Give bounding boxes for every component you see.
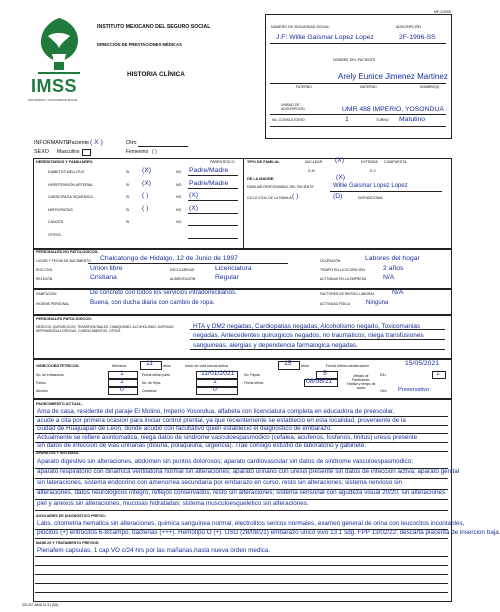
- informante-label: INFORMANTE:: [34, 140, 72, 146]
- hereditary-row-no: NO: [176, 182, 182, 187]
- text-line: acude a cita por primera ocasion para iniciar control prental, ya que recientemente se establecio en esta localidad, proveniente de la: [37, 416, 406, 424]
- hereditary-row-si: SI: [126, 195, 130, 199]
- ciclo-tail: DISFUNCIONAL: [358, 196, 384, 200]
- birth-value: Chalcatongo de Hidalgo, 12 de Junio de 1997: [100, 255, 238, 262]
- alimentacion-value: Regular: [215, 274, 239, 281]
- turno-value: Matutino: [399, 116, 426, 123]
- family-type-label: TIPO DE FAMILIA:: [247, 160, 280, 164]
- direction-name: DIRECCIÓN DE PRESTACIONES MÉDICAS: [97, 42, 182, 47]
- hereditary-row-si: SI: [126, 170, 130, 174]
- text-line: alteraciones, datos neurologicos integro, reflejos conservados, resto sin alteraciones; sistema sensorial con agudeza visual 20/20, sin alteraciones: [37, 489, 446, 497]
- ciclo-label: CICLO VITAL DE LA FAMILIA: [247, 196, 292, 200]
- pathological-line-1: HTA y DM2 negadas, Cardiopatias negadas, Alcoholismo negado, Toxicomanias: [193, 323, 421, 330]
- fecha-papa-value: 08/08/21: [306, 378, 333, 385]
- hereditary-row-mark[interactable]: (X): [142, 167, 152, 174]
- otro-label: Otro: [126, 140, 137, 146]
- ocupacion-value: Labores del hogar: [365, 255, 420, 262]
- hereditary-row-mark[interactable]: ( ): [142, 192, 149, 199]
- parentesco-underline: [188, 225, 238, 226]
- hereditary-row-label: CARDIOPATÍA ISQUÉMICA: [48, 195, 93, 199]
- hereditary-row-label: CÁNCER: [48, 220, 64, 224]
- menarca-label: Menarca: [112, 364, 126, 368]
- blank-ruled-line[interactable]: [35, 592, 448, 593]
- partos-value: 1: [120, 378, 124, 385]
- parentesco-underline: [188, 213, 238, 214]
- hereditary-row-no: NO: [176, 207, 182, 212]
- fum-value: 15/05/2021: [405, 360, 440, 367]
- paterno-label: PATERNO: [296, 85, 312, 89]
- hijos-value: 1: [213, 378, 217, 385]
- ciclo-mark-2[interactable]: (D): [333, 193, 343, 200]
- logo-tagline: SEGURIDAD Y SOLIDARIDAD SOCIAL: [28, 98, 78, 102]
- habitacion-value: De concreto con todos los servicios intradomiciliarios.: [90, 289, 237, 296]
- hereditary-row-parentesco[interactable]: Padre/Madre: [189, 167, 229, 174]
- papas-value: 5: [323, 370, 327, 377]
- hereditary-row-si: SI: [126, 182, 130, 187]
- partos-label: Partos: [36, 381, 46, 385]
- institution-name: INSTITUTO MEXICANO DEL SEGURO SOCIAL: [97, 24, 211, 30]
- adscripcion-value: 2F-1996-SS: [399, 34, 436, 41]
- hereditary-row-parentesco[interactable]: (X): [189, 204, 199, 212]
- escolaridad-label: ESCOLARIDAD: [170, 268, 195, 272]
- unit-value: UMR 488 IMPERIO, YOSONDUA: [342, 106, 444, 113]
- logo-text: IMSS: [31, 76, 78, 96]
- dui-value: 1: [436, 370, 440, 377]
- hereditary-row-si: SI: [126, 220, 130, 224]
- ruled-line: [35, 510, 448, 511]
- habitacion-label: HABITACIÓN: [36, 292, 57, 296]
- adscripcion-label: ADSCRIPCIÓN: [396, 25, 421, 29]
- masculino-checkbox[interactable]: [82, 149, 91, 156]
- embarazos-value: 1: [120, 370, 124, 377]
- paciente-label: Paciente: [68, 140, 89, 146]
- text-line: ciudad de Huajuapan de Leon, donde acudio con facultativo quien establecio el diagnostico de embarazo.: [37, 425, 333, 433]
- hereditary-row-no: NO: [176, 170, 182, 174]
- hereditary-row-label: HIPERTENSIÓN ARTERIAL: [48, 182, 94, 187]
- religion-value: Cristiana: [90, 274, 117, 281]
- parentesco-underline: [188, 188, 238, 189]
- materno-label: MATERNO: [360, 85, 377, 89]
- blank-ruled-line[interactable]: [35, 583, 448, 584]
- nss-label: NÚMERO DE SEGURIDAD SOCIAL: [271, 25, 330, 29]
- hereditary-row-no: NO: [176, 195, 182, 199]
- cesareas-box[interactable]: [196, 387, 238, 395]
- higiene-value: Buena, con ducha diaria con cambio de ropa.: [90, 299, 215, 306]
- riesgo-label: FACTORES DE RIESGO LABORAL: [320, 292, 375, 296]
- pathological-label: MÉDICOS, QUIRÚRGICOS, TRANSFUSIONALES, TABAQUISMO, ALCOHOLISMO, ALERGIAS, DEPENDENCIA A DROGAS, O MEDICAMENTOS, OTROS: [36, 325, 175, 333]
- current-title: PADECIMIENTO ACTUAL:: [36, 402, 83, 406]
- paciente-mark[interactable]: ( X ): [90, 139, 103, 146]
- parentesco-underline: [188, 238, 238, 239]
- blank-ruled-line[interactable]: [35, 565, 448, 566]
- fisica-label: ACTIVIDAD FÍSICA: [320, 302, 350, 306]
- text-line: Plenafem capsulas, 1 cap VO c/24 hrs por las mañanas,hasta nueva orden medica.: [37, 547, 271, 554]
- hereditary-row-mark[interactable]: ( ): [142, 204, 149, 212]
- otro-metodo-label: Otro: [380, 389, 387, 393]
- page-title: HISTORIA CLÍNICA: [127, 71, 185, 78]
- treatment-title: MANEJO Y TRATAMIENTO PREVIOS:: [36, 541, 100, 545]
- systems-title: APARATOS Y SISTEMAS:: [36, 451, 80, 455]
- blank-ruled-line[interactable]: [35, 574, 448, 575]
- escolaridad-value: Licenciatura: [215, 265, 252, 272]
- responsible-label: FAMILIAR RESPONSABLE DEL PACIENTE: [247, 185, 314, 189]
- hereditary-row-si: SI: [126, 207, 130, 212]
- form-code: MF-2/2000: [434, 10, 452, 14]
- alimentacion-label: ALIMENTACIÓN: [170, 277, 196, 281]
- birth-label: LUGAR Y FECHA DE NACIMIENTO: [36, 259, 91, 263]
- imss-logo: [28, 14, 90, 104]
- riesgo-value: N/A: [392, 289, 404, 296]
- nuclear-mark[interactable]: (X): [335, 157, 345, 164]
- actividad-value: N/A: [383, 274, 395, 281]
- parentesco-underline: [188, 175, 238, 176]
- tiempo-label: TIEMPO EN LA OCUPACIÓN: [320, 268, 365, 272]
- text-line: piocitos (+) eritrocitos 6-8/campo, bacterias (+++). Hemotipo O (+). USG (28/08/21) embarazo unico vivo 13.1 sdg. FPP 13/02/22; descarta placenta de insercion baja.: [37, 529, 500, 536]
- dui-label: DIU: [380, 373, 386, 377]
- responsible-value: Willie Gaismar Lopez Lopez: [333, 183, 408, 189]
- unit-label: UNIDAD DE ADSCRIPCIÓN: [281, 103, 305, 111]
- gyneco-section: [33, 358, 452, 400]
- parentesco-underline: [188, 200, 238, 201]
- extensa-label: EXTENSA: [361, 160, 378, 164]
- fum-label: Fecha última menstruación: [326, 364, 370, 368]
- menarca-value: 11: [146, 360, 154, 367]
- turno-label: TURNO: [376, 118, 389, 122]
- nuclear-label: NUCLEAR: [305, 160, 323, 164]
- fecha-parto-value: 11/01/2021: [201, 370, 235, 377]
- higiene-label: HIGIENE PERSONAL: [36, 302, 70, 306]
- compuesta-label: COMPUESTA: [384, 160, 407, 164]
- abortos-label: Abortos: [36, 389, 48, 393]
- ruled-line: [35, 556, 448, 557]
- hijos-box[interactable]: [196, 379, 238, 387]
- father-col: S-M: [308, 169, 315, 173]
- ocupacion-label: OCUPACIÓN: [320, 259, 341, 263]
- ciclo-mark-1[interactable]: ( ): [292, 193, 299, 200]
- text-line: Ama de casa, residente del paraje El Molino, Imperio Yosondua, alfabeta con licenciatura completa en educadora de preescolar,: [37, 408, 395, 415]
- femenino-label: Femenino: [126, 149, 149, 155]
- ivsa-unit: años: [301, 364, 309, 368]
- actividad-label: ACTIVIDAD EN LA EMPRESA: [320, 277, 367, 281]
- father-mark[interactable]: (X): [336, 174, 346, 181]
- text-line: aparato respiratorio con dinamica ventilatoria normal sin alteraciones; aparato urinario con uresis presente sin datos de infeccion activa; aparato genital: [37, 468, 460, 476]
- masculino-label: Masculino: [57, 149, 80, 155]
- abortos-value: 0: [120, 386, 124, 393]
- father-label: DE LA MADRE:: [247, 177, 275, 181]
- menarca-unit: años: [163, 364, 171, 368]
- papas-label: No. Papas: [244, 373, 260, 377]
- ivsa-label: Inicio de vida sexual activa: [185, 364, 228, 368]
- hereditary-row-label: NEFROPATÍAS: [48, 207, 73, 212]
- otro-metodo-value: Preservativo: [398, 387, 430, 393]
- femenino-mark[interactable]: ( ): [152, 149, 157, 155]
- text-line: sin datos de infeccion de vias urinarias (disuria, polaquiuria, urgencia). Trae consigo estudio de laboratorio y gabinete.: [37, 442, 367, 450]
- hereditary-row-mark[interactable]: (X): [142, 179, 152, 187]
- ruled-line: [35, 538, 448, 539]
- sexo-label: SEXO: [34, 149, 49, 155]
- hereditary-row-label: OTROS: [48, 232, 61, 237]
- text-line: Actualmente se refiere asintomatica, niega datos de sindrome vasculoespasmodico (cefalea, acufenos, fosfenos, tinitus) uresis presente: [37, 433, 418, 441]
- text-line: piel y anexos sin alteraciones, mucosas hidratadas; sistema musculoesqueletico sin alteraciones.: [37, 499, 309, 507]
- nombres-label: NOMBRE(S): [420, 85, 440, 89]
- fecha-parto-label: Fecha último parto: [142, 373, 171, 377]
- text-line: Aparato digestivo sin alteraciones, abdomen sin puntos dolorosos; aparato cardiovascular sin datos de sindrome vasculoespasmodico;: [37, 458, 413, 465]
- cesareas-value: 0: [213, 386, 217, 393]
- pathological-title: PERSONALES PATOLÓGICOS:: [36, 317, 92, 321]
- civil-value: Union libre: [90, 265, 123, 272]
- cesareas-label: Cesáreas: [142, 389, 157, 393]
- embarazos-label: No. de embarazos: [36, 373, 64, 377]
- fecha-papa-label: Fecha último: [244, 381, 264, 385]
- labs-title: AUXILIARES DE DIAGNÓSTICO PREVIO:: [36, 514, 106, 518]
- hereditary-row-no: NO: [176, 220, 182, 224]
- ruled-line: [35, 451, 448, 452]
- hereditary-row-label: DIABETES MELLITUS: [48, 170, 85, 174]
- ivsa-value: 15: [284, 360, 292, 367]
- parentesco-label: PARENTESCO: [210, 160, 235, 164]
- tiempo-value: 2 años: [383, 265, 404, 272]
- patient-name-value: Arely Eunice Jimenez Martinez: [338, 72, 448, 81]
- hereditary-title: HEREDITARIOS Y FAMILIARES:: [36, 160, 94, 164]
- gyneco-title: GINECOOBSTÉTRICOS:: [36, 364, 80, 368]
- consultorio-value: 1: [345, 116, 349, 123]
- fisica-value: Ninguna: [366, 300, 389, 306]
- mother-col: E-C: [370, 169, 377, 173]
- hereditary-row-parentesco[interactable]: (X): [189, 192, 199, 199]
- religion-label: RELIGIÓN: [36, 277, 53, 281]
- text-line: Labs. citometria hematica sin alteraciones, quimica sanguinea normal, electrolitos sericos normales, examen general de orina con leucocitos incontables,: [37, 520, 465, 527]
- pathological-line-3: sanguineas, alergias y dependencia farmalogica negadas.: [193, 342, 358, 349]
- consultorio-label: No. CONSULTORIO: [272, 118, 305, 122]
- hereditary-row-parentesco[interactable]: Padre/Madre: [189, 179, 229, 187]
- hijos-label: No. de Hijos: [142, 381, 161, 385]
- text-line: sin lateraciones, sistema endocrino con amenorrea secundaria por embarazo en curso, resto sin alteraciones; sistema nervioso sin: [37, 478, 403, 486]
- pathological-line-2: negadas. Antecedentes quirurgicos negados, no traumaticos, niega transfusiones: [193, 332, 424, 339]
- patient-name-label: NOMBRE DEL PACIENTE: [333, 58, 376, 62]
- non-pathological-title: PERSONALES NO PATOLÓGICOS:: [36, 250, 99, 254]
- metodo-label: Método de Planificación Familiar y tiempo de usarlo: [346, 374, 376, 390]
- nss-value: J.F: Willie Gaismar Lopez Lopez: [276, 34, 374, 41]
- footer-code: 320-007-8408-31-51 (M4): [22, 603, 59, 607]
- civil-label: EDO CIVIL: [36, 268, 53, 272]
